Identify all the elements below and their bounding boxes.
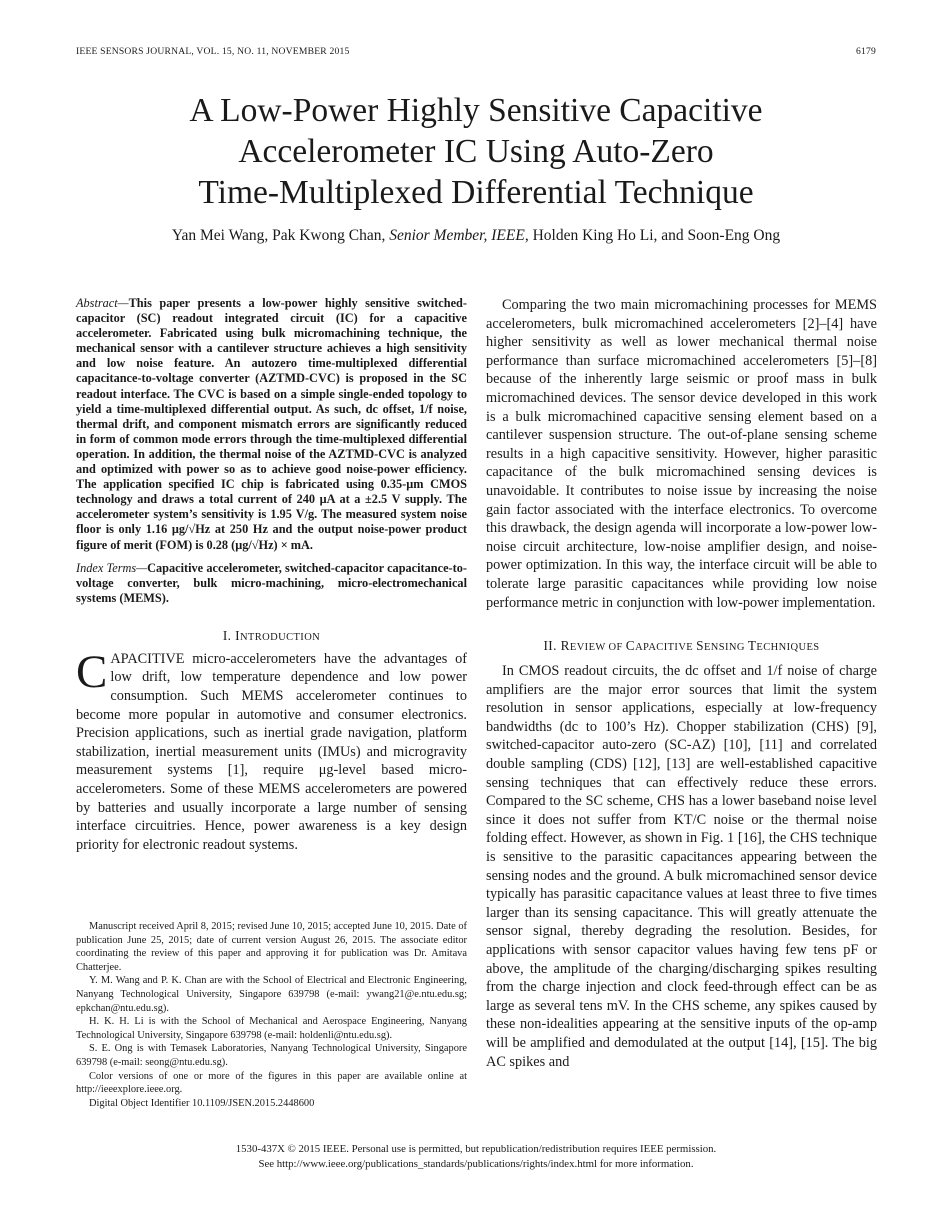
page-number: 6179 bbox=[856, 46, 876, 57]
right-column bbox=[486, 296, 877, 1071]
abstract-label: Abstract bbox=[76, 296, 118, 310]
journal-info: IEEE SENSORS JOURNAL, VOL. 15, NO. 11, NOVEMBER 2015 bbox=[76, 46, 350, 57]
right-intro-paragraph: Comparing the two main micromachining processes for MEMS accelerometers, bulk micromachined accelerometers [2]–[4] have higher sensitivity as well as lower mechanical thermal noise performance than surface micromachined accelerometers [5]–[8] because of the inherently large seismic or proof mass in bulk micromachined devices. The sensor device developed in this work is a bulk micromachined capacitive sensing element based on a cantilever suspension structure. The out-of-plane sensing scheme results in a high capacitive sensitivity. However, higher parasitic capacitance of the bulk micromachined sensing devices is unavoidable. It contributes to noise issue by increasing the noise gain factor associated with the interface electronics. To overcome this drawback, the design agenda will incorporate a low-power low-noise circuit architecture, low-noise amplifier design, and noise-power optimization. In this way, the interface circuit will be able to tolerate large parasitic capacitances while providing low noise performance metric in conjunction with low-power implementation. bbox=[486, 297, 877, 611]
authors-part-2: , Holden King Ho Li, and Soon-Eng Ong bbox=[524, 227, 781, 244]
copyright-notice bbox=[60, 1142, 892, 1172]
paper-title bbox=[60, 90, 892, 213]
footnote-affiliation-2: H. K. H. Li is with the School of Mechanical and Aerospace Engineering, Nanyang Technological University, Singapore 639798 (e-mail: holdenli@ntu.edu.sg). bbox=[76, 1016, 467, 1041]
author-list bbox=[40, 227, 912, 245]
footnote-affiliation-1: Y. M. Wang and P. K. Chan are with the School of Electrical and Electronic Engineering, Nanyang Technological University, Singapore 639798 (e-mail: ywang21@e.ntu.edu.sg; epkchan@ntu.edu.sg). bbox=[76, 975, 467, 1014]
title-line-3: Time-Multiplexed Differential Technique bbox=[198, 174, 754, 211]
footnote-manuscript: Manuscript received April 8, 2015; revised June 10, 2015; accepted June 10, 2015. Date of publication June 25, 2015; date of current version August 26, 2015. The associate editor coordinating the review of this paper and approving it for publication was Dr. Amitava Chatterjee. bbox=[76, 921, 467, 973]
index-terms-text: Capacitive accelerometer, switched-capacitor capacitance-to-voltage converter, bulk micro-machining, micro-electromechanical systems (MEMS). bbox=[76, 560, 467, 605]
footnote-affiliation-3: S. E. Ong is with Temasek Laboratories, Nanyang Technological University, Singapore 639798 (e-mail: seong@ntu.edu.sg). bbox=[76, 1043, 467, 1068]
intro-text: APACITIVE micro-accelerometers have the advantages of low drift, low temperature dependence and low power consumption. Such MEMS accelerometer continues to become more popular in automotive and consumer electronics. Precision applications, such as inertial grade navigation, platform stabilization, inertial measurement units (IMUs) and microgravity measurement systems [1], require μg-level based micro-accelerometers. Some of these MEMS accelerometers are powered by batteries and usually incorporate a large number of sensing interface circuitries. Hence, power awareness is a key design priority for electronic readout systems. bbox=[76, 650, 467, 853]
index-terms-label: Index Terms bbox=[76, 560, 137, 575]
running-header bbox=[76, 46, 876, 60]
title-line-2: Accelerometer IC Using Auto-Zero bbox=[238, 133, 714, 170]
section-1-heading: I. INTRODUCTION bbox=[222, 627, 321, 643]
drop-cap: C bbox=[76, 645, 108, 698]
index-terms: Index Terms—Capacitive accelerometer, switched-capacitor capacitance-to-voltage converter, bulk micro-machining, micro-electromechanical systems (MEMS). bbox=[76, 560, 467, 605]
author-membership: Senior Member, IEEE bbox=[389, 227, 525, 244]
abstract: Abstract—This paper presents a low-power highly sensitive switched-capacitor (SC) readout integrated circuit (IC) for a capacitive accelerometer. Fabricated using bulk micromachining technique, the mechanical sensor with a cantilever structure achieves a high sensitivity and low noise feature. An autozero time-multiplexed differential capacitance-to-voltage converter (AZTMD-CVC) is proposed in the SC readout interface. The CVC is based on a simple single-ended topology to yield a time-multiplexed differential output. As such, dc offset, 1/f noise, thermal drift, and component mismatch errors are significantly reduced in form of common mode errors through the time-multiplexed differential operation. In addition, the thermal noise of the AZTMD-CVC is analyzed and optimized with power so as to achieve good noise-power efficiency. The application specified IC chip is fabricated using 0.35-μm CMOS technology and draws a total current of 240 μA at a ±2.5 V supply. The accelerometer system’s sensitivity is 1.95 V/g. The measured system noise floor is only 1.16 μg/√Hz at 250 Hz and the output noise-power product figure of merit (FOM) is 0.28 (μg/√Hz) × mA. bbox=[76, 296, 467, 552]
title-line-1: A Low-Power Highly Sensitive Capacitive bbox=[189, 92, 763, 129]
footnotes bbox=[76, 920, 467, 1110]
section-2-paragraph: In CMOS readout circuits, the dc offset and 1/f noise of charge amplifiers are the major error sources that limit the system resolution in sensor applications, especially at low-frequency bandwidths (dc to 100’s Hz). Chopper stabilization (CHS) [9], switched-capacitor auto-zero (SC-AZ) [10], [11] and correlated double sampling (CDS) [12], [13] are well-established capacitive sensing techniques that can effectively reduce these errors. Compared to the SC scheme, CHS has a lower baseband noise level since it does not suffer from KT/C noise or the thermal noise folding effect. However, as shown in Fig. 1 [16], the CHS technique is sensitive to the parasitic capacitances appearing between the sensing nodes and the ground. A bulk micromachined sensor device typically has parasitic capacitance values at least three to five times larger than its sensing capacitance. This will greatly attenuate the sensor signal, thereby degrading the resolution. Besides, for applications with sensor capacitor values having few tens pF or above, the amplitude of the charging/discharging spikes resulting from the charge injection and clock feed-through effect can be as large as several tens mV. In the CHS scheme, any spikes caused by these non-idealities appearing at the sensitive inputs of the op-amp will be amplified and demodulated at the output [14], [15]. The big AC spikes and bbox=[486, 663, 877, 1070]
authors-part-1: Yan Mei Wang, Pak Kwong Chan, bbox=[171, 227, 390, 244]
section-2-heading: II. REVIEW OF CAPACITIVE SENSING TECHNIQUES bbox=[543, 638, 820, 654]
copyright-line-1: 1530-437X © 2015 IEEE. Personal use is permitted, but republication/redistribution requires IEEE permission. bbox=[235, 1143, 717, 1155]
copyright-line-2: See http://www.ieee.org/publications_standards/publications/rights/index.html for more information. bbox=[258, 1158, 694, 1170]
footnote-doi: Digital Object Identifier 10.1109/JSEN.2015.2448600 bbox=[89, 1097, 315, 1109]
footnote-color: Color versions of one or more of the figures in this paper are available online at http://ieeexplore.ieee.org. bbox=[76, 1070, 467, 1096]
abstract-text: This paper presents a low-power highly sensitive switched-capacitor (SC) readout integrated circuit (IC) for a capacitive accelerometer. Fabricated using bulk micromachining technique, the mechanical sensor with a cantilever structure achieves a high sensitivity and low noise feature. An autozero time-multiplexed differential capacitance-to-voltage converter (AZTMD-CVC) is proposed in the SC readout interface. The CVC is based on a simple single-ended topology to yield a time-multiplexed differential output. As such, dc offset, 1/f noise, thermal drift, and component mismatch errors are significantly reduced in form of common mode errors through the time-multiplexed differential operation. In addition, the thermal noise of the AZTMD-CVC is analyzed and optimized with power so as to achieve good noise-power efficiency. The application specified IC chip is fabricated using 0.35-μm CMOS technology and draws a total current of 240 μA at a ±2.5 V supply. The accelerometer system’s sensitivity is 1.95 V/g. The measured system noise floor is only 1.16 μg/√Hz at 250 Hz and the output noise-power product figure of merit (FOM) is 0.28 (μg/√Hz) × mA. bbox=[76, 296, 467, 552]
intro-paragraph bbox=[76, 645, 467, 855]
left-column bbox=[76, 296, 467, 854]
